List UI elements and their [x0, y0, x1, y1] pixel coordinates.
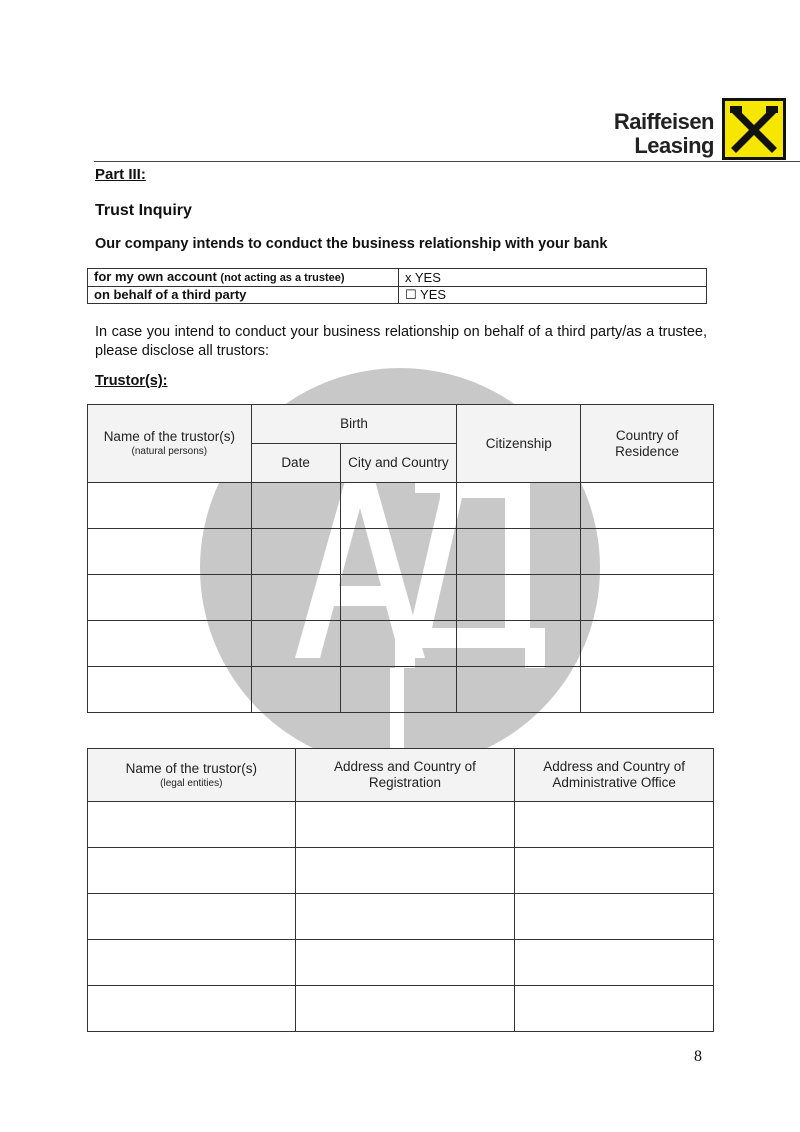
cell-input[interactable]	[515, 940, 714, 986]
cell-input[interactable]	[515, 848, 714, 894]
table-row	[88, 848, 714, 894]
cell-input[interactable]	[340, 529, 457, 575]
cell-input[interactable]	[251, 575, 340, 621]
cell-input[interactable]	[88, 802, 296, 848]
instruction-paragraph: In case you intend to conduct your business relationship on behalf of a third party/as a trustee, please disclose all trustors:	[95, 324, 707, 359]
table-row	[88, 894, 714, 940]
table-row	[88, 802, 714, 848]
cell-input[interactable]	[251, 621, 340, 667]
cell-input[interactable]	[515, 986, 714, 1032]
col-header-date: Date	[251, 444, 340, 483]
table-row	[88, 940, 714, 986]
table-row	[88, 529, 714, 575]
cell-input[interactable]	[457, 575, 581, 621]
table-row	[88, 575, 714, 621]
cell-input[interactable]	[340, 621, 457, 667]
table-row	[88, 483, 714, 529]
cell-input[interactable]	[251, 529, 340, 575]
cell-input[interactable]	[295, 986, 515, 1032]
cell-input[interactable]	[88, 621, 252, 667]
cell-input[interactable]	[515, 802, 714, 848]
cell-input[interactable]	[295, 940, 515, 986]
cell-input[interactable]	[251, 483, 340, 529]
cell-input[interactable]	[457, 529, 581, 575]
cell-input[interactable]	[251, 667, 340, 713]
account-option-checkbox[interactable]: x YES	[399, 269, 707, 287]
cell-input[interactable]	[340, 667, 457, 713]
cell-input[interactable]	[88, 894, 296, 940]
col-header-name: Name of the trustor(s) (legal entities)	[88, 749, 296, 802]
col-header-citizenship: Citizenship	[457, 405, 581, 483]
section-title: Trust Inquiry	[95, 202, 192, 219]
cell-input[interactable]	[581, 529, 714, 575]
table-row	[88, 986, 714, 1032]
brand-logo-text	[614, 110, 714, 158]
account-option-checkbox[interactable]: ☐ YES	[399, 287, 707, 304]
cell-input[interactable]	[295, 802, 515, 848]
cell-input[interactable]	[88, 667, 252, 713]
account-option-label: on behalf of a third party	[88, 287, 399, 304]
cell-input[interactable]	[581, 575, 714, 621]
cell-input[interactable]	[88, 848, 296, 894]
legal-entities-table	[87, 748, 714, 1032]
table-row	[88, 621, 714, 667]
account-option-row	[88, 269, 707, 287]
cell-input[interactable]	[340, 575, 457, 621]
col-header-admin-office: Address and Country of Administrative Office	[515, 749, 714, 802]
cell-input[interactable]	[581, 483, 714, 529]
header-divider	[94, 161, 800, 162]
cell-input[interactable]	[88, 940, 296, 986]
cell-input[interactable]	[88, 529, 252, 575]
cell-input[interactable]	[457, 483, 581, 529]
logo-line-1: Raiffeisen	[613, 109, 714, 134]
trustors-heading: Trustor(s):	[95, 373, 168, 389]
col-header-city-country: City and Country	[340, 444, 457, 483]
account-options-table	[87, 268, 707, 304]
intent-statement: Our company intends to conduct the business relationship with your bank	[95, 236, 608, 252]
table-row	[88, 667, 714, 713]
page-number: 8	[694, 1048, 702, 1065]
cell-input[interactable]	[340, 483, 457, 529]
part-label: Part III:	[95, 166, 146, 183]
col-header-name: Name of the trustor(s) (natural persons)	[88, 405, 252, 483]
cell-input[interactable]	[295, 848, 515, 894]
cell-input[interactable]	[88, 575, 252, 621]
cell-input[interactable]	[295, 894, 515, 940]
account-option-label: for my own account (not acting as a trustee)	[88, 269, 399, 287]
raiffeisen-gable-icon	[722, 98, 786, 160]
natural-persons-table	[87, 404, 714, 713]
cell-input[interactable]	[457, 667, 581, 713]
logo-line-2: Leasing	[634, 133, 714, 158]
cell-input[interactable]	[88, 483, 252, 529]
col-header-registration: Address and Country of Registration	[295, 749, 515, 802]
col-header-birth: Birth	[251, 405, 457, 444]
cell-input[interactable]	[515, 894, 714, 940]
cell-input[interactable]	[88, 986, 296, 1032]
col-header-residence: Country of Residence	[581, 405, 714, 483]
account-option-row	[88, 287, 707, 304]
cell-input[interactable]	[581, 667, 714, 713]
cell-input[interactable]	[581, 621, 714, 667]
cell-input[interactable]	[457, 621, 581, 667]
